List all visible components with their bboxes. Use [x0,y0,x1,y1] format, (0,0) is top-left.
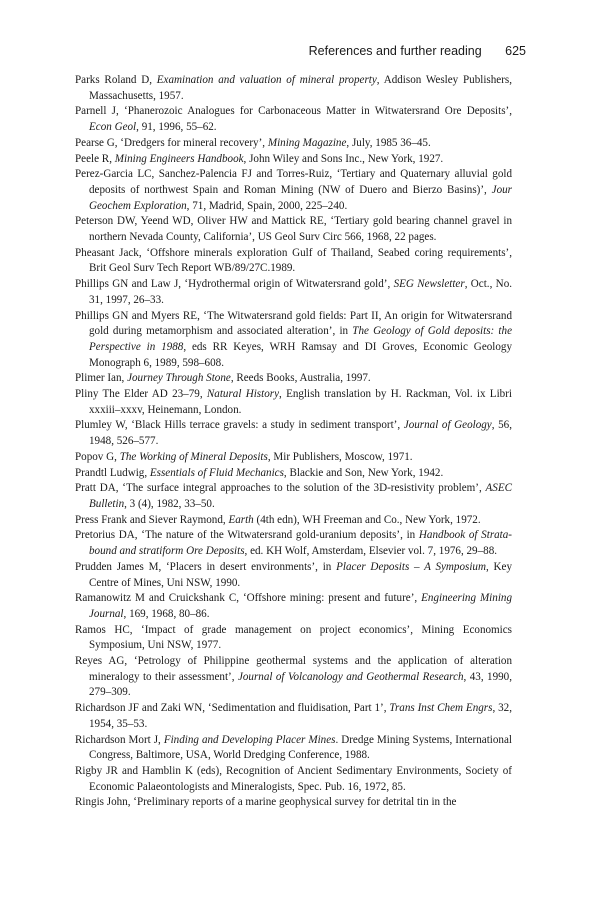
reference-entry [75,450,512,466]
reference-entry [75,371,512,387]
reference-text: , Addison Wesley Publishers, Massachusetts, 1957. [89,74,512,102]
reference-entry [75,309,512,372]
reference-text: Pliny The Elder AD 23–79, [75,388,207,401]
reference-text: Popov G, [75,450,120,463]
reference-text: , 32, 1954, 35–53. [89,702,512,730]
reference-text: Peterson DW, Yeend WD, Oliver HW and Mattick RE, ‘Tertiary gold bearing channel gravel in northern Nevada County, California’, US Geol Surv Circ 566, 1968, 22 pages. [75,215,512,244]
reference-entry [75,466,512,482]
reference-entry [75,387,512,418]
reference-italic-title: Earth [228,513,254,526]
reference-entry [75,623,512,654]
reference-text: Reyes AG, ‘Petrology of Philippine geothermal systems and the application of alteration mineralogy to their assessment’, [75,655,512,683]
reference-entry [75,481,512,512]
reference-entry [75,136,512,152]
reference-text: , Mir Publishers, Moscow, 1971. [267,450,413,463]
reference-text: Phillips GN and Law J, ‘Hydrothermal origin of Witwatersrand gold’, [75,278,394,291]
reference-text: , Blackie and Son, New York, 1942. [283,466,444,479]
reference-italic-title: ASEC Bulletin [89,482,512,510]
reference-text: Peele R, [75,152,115,165]
reference-italic-title: Mining Magazine [267,136,347,149]
reference-text: Pheasant Jack, ‘Offshore minerals exploration Gulf of Thailand, Seabed coring requirements’, Brit Geol Surv Tech Report WB/89/27C.1989. [75,246,512,275]
reference-entry [75,654,512,701]
reference-text: , 3 (4), 1982, 33–50. [124,497,215,510]
reference-entry [75,73,512,104]
reference-entry [75,246,512,277]
reference-italic-title: Examination and valuation of mineral property [156,74,377,86]
reference-entry [75,591,512,622]
reference-text: , 56, 1948, 526–577. [89,419,512,448]
reference-text: (4th edn), WH Freeman and Co., New York, 1972. [253,513,481,526]
reference-text: Pratt DA, ‘The surface integral approaches to the solution of the 3D-resistivity problem’, [75,482,486,495]
reference-text: Richardson Mort J, [75,733,164,746]
reference-entry [75,701,512,732]
reference-text: , 43, 1990, 279–309. [89,670,512,699]
reference-entry [75,733,512,764]
reference-entry [75,277,512,308]
reference-text: Parks Roland D, [75,74,157,86]
page-header [309,44,526,58]
reference-text: . Dredge Mining Systems, International Congress, Baltimore, USA, World Dredging Conference, 1988. [89,733,512,762]
reference-text: Press Frank and Siever Raymond, [75,513,229,526]
reference-text: Ringis John, ‘Preliminary reports of a marine geophysical survey for detrital tin in the [75,796,457,809]
reference-text: , Reeds Books, Australia, 1997. [230,372,371,385]
reference-list [75,73,512,811]
reference-italic-title: The Geology of Gold deposits: the Perspective in 1988 [89,325,512,353]
reference-text: , eds RR Keyes, WRH Ramsay and DI Groves, Economic Geology Monograph 6, 1989, 598–608. [89,340,513,369]
reference-entry [75,214,512,245]
reference-text: , Key Centre of Mines, Uni NSW, 1990. [89,560,513,589]
reference-entry [75,513,512,529]
reference-italic-title: Journal of Volcanology and Geothermal Research [237,670,464,683]
reference-entry [75,104,512,135]
reference-text: Richardson JF and Zaki WN, ‘Sedimentation and fluidisation, Part 1’, [75,702,390,715]
reference-text: , July, 1985 36–45. [346,136,431,149]
reference-italic-title: Mining Engineers Handbook [114,152,244,165]
reference-italic-title: The Working of Mineral Deposits [119,450,268,463]
reference-text: , John Wiley and Sons Inc., New York, 1927. [243,152,444,165]
reference-italic-title: Placer Deposits – A Symposium [336,560,486,573]
page-number: 625 [505,44,526,58]
reference-italic-title: Engineering Mining Journal [89,592,512,620]
reference-text: Perez-Garcia LC, Sanchez-Palencia FJ and Torres-Ruiz, ‘Tertiary and Quaternary alluvial gold deposits of northwest Spain and Roman Mining (NW of Duero and Bierzo Basins)’, [75,168,512,196]
reference-entry [75,764,512,795]
reference-text: Ramanowitz M and Cruickshank C, ‘Offshore mining: present and future’, [75,592,422,605]
reference-text: , 169, 1968, 80–86. [123,607,210,620]
reference-text: Ramos HC, ‘Impact of grade management on project economics’, Mining Economics Symposium, Uni NSW, 1977. [75,623,512,652]
reference-text: , Oct., No. 31, 1997, 26–33. [89,278,513,306]
reference-entry [75,528,512,559]
reference-italic-title: Journey Through Stone [127,372,231,385]
reference-entry [75,167,512,214]
reference-italic-title: SEG Newsletter [393,278,465,291]
reference-entry [75,418,512,449]
reference-text: Pearse G, ‘Dredgers for mineral recovery’, [75,136,268,149]
reference-text: Pretorius DA, ‘The nature of the Witwatersrand gold-uranium deposits’, in [75,529,419,542]
reference-entry [75,152,512,168]
reference-entry [75,795,512,811]
reference-text: Parnell J, ‘Phanerozoic Analogues for Carbonaceous Matter in Witwatersrand Ore Deposits’, [75,105,512,118]
reference-text: Plumley W, ‘Black Hills terrace gravels: a study in sediment transport’, [75,419,404,432]
reference-text: , ed. KH Wolf, Amsterdam, Elsevier vol. 7, 1976, 29–88. [244,545,498,558]
running-title: References and further reading [308,44,482,58]
reference-italic-title: Essentials of Fluid Mechanics [149,466,284,479]
reference-text: , 91, 1996, 55–62. [136,121,217,134]
reference-italic-title: Natural History [206,388,279,401]
reference-italic-title: Econ Geol [89,121,137,134]
reference-italic-title: Trans Inst Chem Engrs [389,702,493,715]
reference-text: , 71, Madrid, Spain, 2000, 225–240. [186,199,348,212]
reference-italic-title: Jour Geochem Exploration [89,183,512,212]
reference-text: Plimer Ian, [75,372,128,385]
reference-italic-title: Finding and Developing Placer Mines [163,733,336,746]
reference-text: Phillips GN and Myers RE, ‘The Witwatersrand gold fields: Part II, An origin for Witwatersrand gold during metamorphism and associated alteration’, in [75,309,512,338]
reference-text: Prandtl Ludwig, [75,466,150,479]
reference-italic-title: Handbook of Strata-bound and stratiform Ore Deposits [89,529,513,558]
reference-text: Rigby JR and Hamblin K (eds), Recognition of Ancient Sedimentary Environments, Society of Economic Palaeontologists and Mineralogists, Spec. Pub. 16, 1972, 85. [75,764,512,793]
reference-text: Prudden James M, ‘Placers in desert environments’, in [75,560,337,573]
reference-italic-title: Journal of Geology [403,419,492,432]
reference-text: , English translation by H. Rackman, Vol. ix Libri xxxiii–xxxv, Heinemann, London. [89,388,512,416]
reference-entry [75,560,512,591]
